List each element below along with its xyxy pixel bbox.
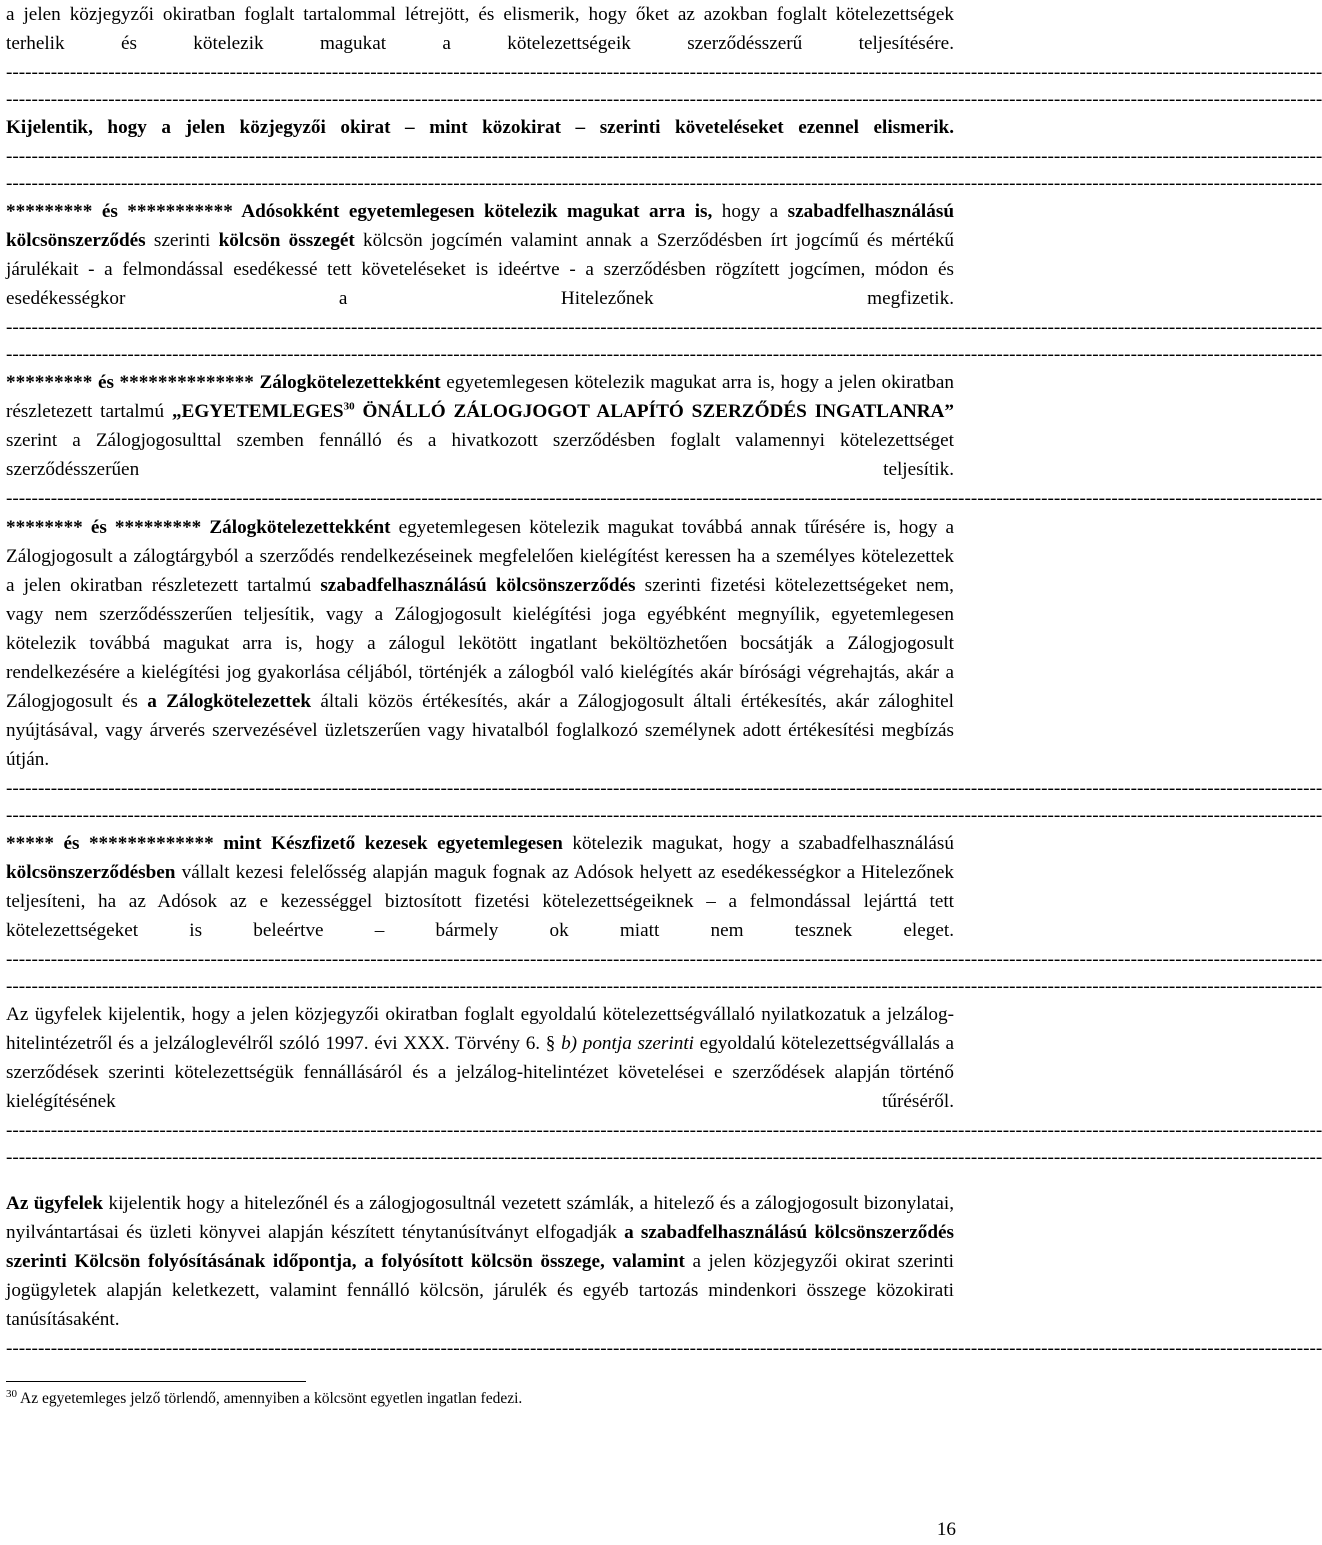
text: vállalt kezesi felelősség alapján maguk fognak az Adósok helyett az esedékességkor a Hitelezőnek teljesíteni, ha az Adósok az e kezességgel biztosított fizetési kötelezettségeiknek – a felmondással lejárttá tett kötelezettségeket is beleértve – bármely ok miatt nem tesznek eleget. (6, 862, 954, 941)
text: szerinti fizetési kötelezettségeket nem, vagy nem szerződésszerűen teljesítik, vagy a Zálogjogosult kielégítési joga egyébként megnyílik, egyetemlegesen kötelezik továbbá magukat arra is, hogy a zálogul lekötött ingatlant beköltözhetően bocsátják a Zálogjogosult rendelkezésére a kielégítési jog gyakorlása céljából, történjék a zálogból való kielégítés akár bírósági végrehajtás, akár a Zálogjogosult és (6, 575, 954, 712)
dash-line: -------------------------------------------------------------------------------------------------------------------------------------------------------------------------------------------------------------- (6, 976, 1322, 997)
dash-line: -------------------------------------------------------------------------------------------------------------------------------------------------------------------------------------------------------------- (6, 89, 1322, 110)
text: egyetemlegesen kötelezik magukat arra is, hogy a jelen okiratban részletezett tartalmú (6, 372, 955, 422)
dash-filler: -------------------------------------------------------------------------------------------------------------------------------------------------------------------------------------------------------------- (6, 62, 1322, 83)
paragraph-3 (6, 197, 1322, 342)
paragraph-7 (6, 1000, 1322, 1145)
bold-text: Az ügyfelek (6, 1193, 104, 1214)
text: egyetemlegesen kötelezik magukat továbbá annak tűrésére is, hogy a Zálogjogosult a zálogtárgyból a szerződés rendelkezéseinek megfelelően kielégítést keressen ha a személyes kötelezettek a jelen okiratban részletezett tartalmú (6, 517, 954, 596)
paragraph-5 (6, 513, 1322, 803)
paragraph-2 (6, 113, 1322, 171)
dash-filler: -------------------------------------------------------------------------------------------------------------------------------------------------------------------------------------------------------------- (6, 1120, 1322, 1141)
paragraph-1 (6, 0, 1322, 87)
dash-line: -------------------------------------------------------------------------------------------------------------------------------------------------------------------------------------------------------------- (6, 344, 1322, 365)
text: kötelezik magukat, hogy a szabadfelhasználású (562, 833, 954, 854)
bold-text: „EGYETEMLEGES (171, 401, 344, 422)
bold-text: a Zálogkötelezettek (147, 691, 312, 712)
dash-line: -------------------------------------------------------------------------------------------------------------------------------------------------------------------------------------------------------------- (6, 173, 1322, 194)
bold-text: kölcsön összegét (218, 230, 355, 251)
footnote-separator (6, 1381, 306, 1382)
redacted-names: ********* és ************** (6, 372, 260, 393)
text: kijelentik hogy a hitelezőnél és a zálogjogosultnál vezetett számlák, a hitelező és a zálogjogosult bizonylatai, nyilvántartásai és üzleti könyvei alapján készített ténytanúsítványt elfogadják (6, 1193, 954, 1243)
redacted-names: ********* és *********** (6, 201, 242, 222)
dash-filler: -------------------------------------------------------------------------------------------------------------------------------------------------------------------------------------------------------------- (6, 949, 1322, 970)
dash-filler: -------------------------------------------------------------------------------------------------------------------------------------------------------------------------------------------------------------- (6, 488, 1322, 509)
paragraph-1-text: a jelen közjegyzői okiratban foglalt tartalommal létrejött, és elismerik, hogy őket az azokban foglalt kötelezettségek terhelik és kötelezik magukat a kötelezettségeik szerződésszerű teljesítésére. (6, 4, 954, 54)
text: egyoldalú kötelezettségvállalás a szerződések szerinti kötelezettségük fennállásáról és a jelzálog-hitelintézet követelései e szerződések alapján történő kielégítésének tűréséről. (6, 1033, 954, 1112)
footnote-number: 30 (6, 1387, 17, 1400)
page-number: 16 (936, 1519, 956, 1540)
redacted-names: ***** és ************* (6, 833, 224, 854)
dash-line: -------------------------------------------------------------------------------------------------------------------------------------------------------------------------------------------------------------- (6, 1147, 1322, 1168)
dash-filler: -------------------------------------------------------------------------------------------------------------------------------------------------------------------------------------------------------------- (6, 1338, 1322, 1359)
bold-text: Zálogkötelezettekként (259, 372, 441, 393)
footnote-ref: 30 (343, 400, 355, 413)
text: hogy a (712, 201, 788, 222)
paragraph-2-text: Kijelentik, hogy a jelen közjegyzői okirat – mint közokirat – szerinti követeléseket ezennel elismerik. (6, 117, 954, 138)
bold-text: Zálogkötelezettekként (209, 517, 391, 538)
footnote (6, 1388, 954, 1410)
bold-text: szabadfelhasználású kölcsönszerződés (6, 201, 954, 251)
bold-text: Adósokként egyetemlegesen kötelezik magukat arra is, (241, 201, 713, 222)
bold-text: kölcsönszerződésben (6, 862, 176, 883)
dash-filler: -------------------------------------------------------------------------------------------------------------------------------------------------------------------------------------------------------------- (6, 317, 1322, 338)
bold-text: mint Készfizető kezesek egyetemlegesen (223, 833, 563, 854)
italic-text: b) pontja szerinti (561, 1033, 694, 1054)
bold-text: szabadfelhasználású kölcsönszerződés (320, 575, 636, 596)
footnote-text: Az egyetemleges jelző törlendő, amennyiben a kölcsönt egyetlen ingatlan fedezi. (17, 1390, 523, 1407)
paragraph-8 (6, 1189, 1322, 1363)
text: Az ügyfelek kijelentik, hogy a jelen közjegyzői okiratban foglalt egyoldalú kötelezettségvállaló nyilatkozatuk a jelzálog-hitelintézetről és a jelzáloglevélről szóló 1997. évi XXX. Törvény 6. § (6, 1004, 954, 1054)
dash-line: -------------------------------------------------------------------------------------------------------------------------------------------------------------------------------------------------------------- (6, 805, 1322, 826)
paragraph-4 (6, 368, 1322, 513)
text: általi közös értékesítés, akár a Zálogjogosult általi értékesítés, akár záloghitel nyújtásával, vagy árverés szervezésével üzletszerűen vagy hivatalból foglalkozó személynek adott értékesítési megbízás útján. (6, 691, 954, 770)
paragraph-6 (6, 829, 1322, 974)
redacted-names: ******** és ********* (6, 517, 210, 538)
spacer (6, 1171, 954, 1189)
text: kölcsön jogcímén valamint annak a Szerződésben írt jogcímű és mértékű járulékait - a felmondással esedékessé tett követeléseket is ideértve - a szerződésben rögzített jogcímen, módon és esedékességkor a Hitelezőnek megfizetik. (6, 230, 955, 309)
bold-text: ÖNÁLLÓ ZÁLOGJOGOT ALAPÍTÓ SZERZŐDÉS INGATLANRA” (354, 401, 955, 422)
text: a jelen közjegyzői okirat szerinti jogügyletek alapján keletkezett, valamint fennálló kölcsön, járulék és egyéb tartozás mindenkori összege közokirati tanúsításaként. (6, 1251, 954, 1330)
text: szerint a Zálogjogosulttal szemben fennálló és a hivatkozott szerződésben foglalt valamennyi kötelezettséget szerződésszerűen teljesítik. (6, 430, 954, 480)
bold-text: a szabadfelhasználású kölcsönszerződés szerinti Kölcsön folyósításának időpontja, a folyósított kölcsön összege, valamint (6, 1222, 954, 1272)
dash-filler: -------------------------------------------------------------------------------------------------------------------------------------------------------------------------------------------------------------- (6, 778, 1322, 799)
dash-filler: -------------------------------------------------------------------------------------------------------------------------------------------------------------------------------------------------------------- (6, 146, 1322, 167)
text: szerinti (145, 230, 219, 251)
document-page (6, 0, 1322, 1410)
